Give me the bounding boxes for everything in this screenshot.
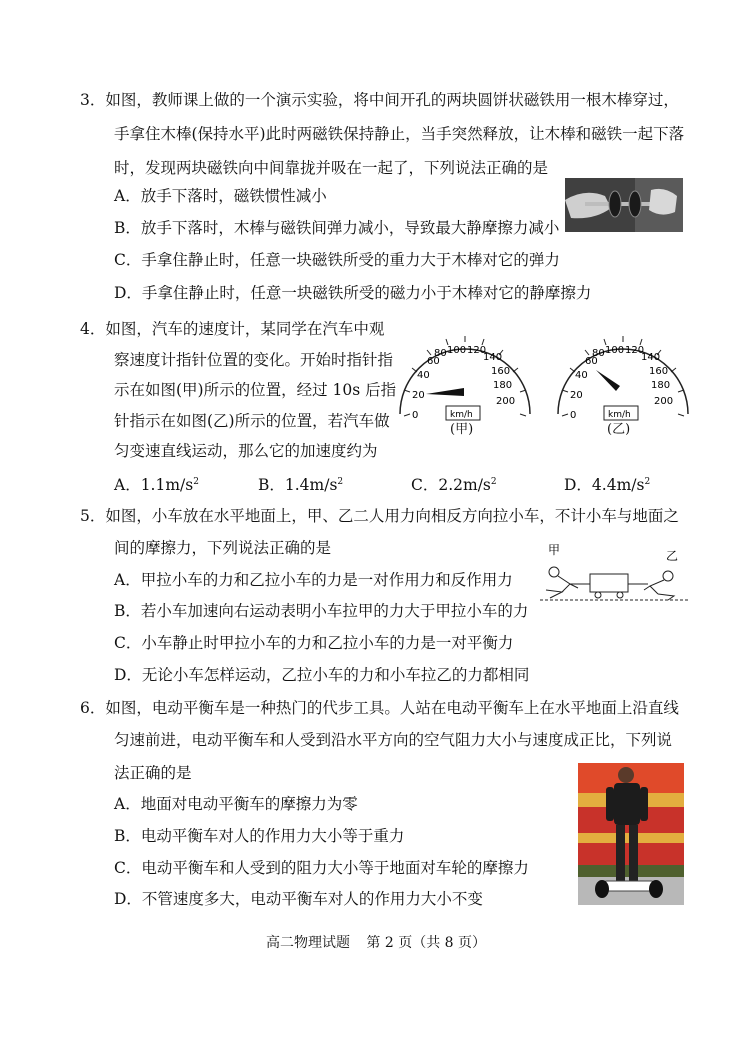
gauge-jia-tick-80: 80: [434, 348, 447, 359]
gauge-yi-tick-40: 40: [575, 370, 588, 381]
q4-stem-line-4: 针指示在如图(乙)所示的位置，若汽车做: [114, 412, 390, 430]
gauge-yi-tick-120: 120: [625, 345, 645, 356]
gauge-yi-tick-160: 160: [649, 366, 669, 377]
gauge-yi-unit: km/h: [608, 410, 631, 420]
gauge-yi-caption: (乙): [607, 422, 631, 437]
q6-stem-line-3: 法正确的是: [114, 764, 192, 782]
q4-option-a: A．$1.1m/s^2$: [114, 476, 199, 495]
gauge-yi-tick-200: 200: [654, 396, 674, 407]
q3-option-d: D．手拿住静止时，任意一块磁铁所受的磁力小于木棒对它的静摩擦力: [114, 284, 592, 302]
q4-stem-line-5: 匀变速直线运动，那么它的加速度约为: [114, 442, 378, 460]
q3-stem-line-1: 3．如图，教师课上做的一个演示实验，将中间开孔的两块圆饼状磁铁用一根木棒穿过，: [80, 91, 679, 109]
footer-page-number: 第 2 页（共 8 页）: [366, 935, 487, 951]
gauge-jia-tick-0: 0: [412, 410, 419, 421]
q3-option-b: B．放手下落时，木棒与磁铁间弹力减小，导致最大静摩擦力减小: [114, 219, 560, 237]
q6-option-b: B．电动平衡车对人的作用力大小等于重力: [114, 827, 405, 845]
q5-option-b: B．若小车加速向右运动表明小车拉甲的力大于甲拉小车的力: [114, 602, 529, 620]
gauge-yi-tick-80: 80: [592, 348, 605, 359]
q4-stem-line-2: 察速度计指针位置的变化。开始时指针指: [114, 351, 394, 369]
q5-cart-figure: [540, 540, 690, 604]
q4-option-d: D．$4.4m/s^2$: [564, 476, 651, 495]
q3-stem-line-3: 时，发现两块磁铁向中间靠拢并吸在一起了，下列说法正确的是: [114, 159, 549, 177]
q3-stem-line-2: 手拿住木棒(保持水平)此时两磁铁保持静止，当手突然释放，让木棒和磁铁一起下落: [114, 125, 685, 143]
gauge-jia-tick-200: 200: [496, 396, 516, 407]
q4-option-b: B．$1.4m/s^2$: [258, 476, 344, 495]
gauge-jia-tick-20: 20: [412, 390, 425, 401]
gauge-yi-tick-140: 140: [641, 352, 661, 363]
q3-option-c: C．手拿住静止时，任意一块磁铁所受的重力大于木棒对它的弹力: [114, 251, 560, 269]
q6-stem-line-1: 6．如图，电动平衡车是一种热门的代步工具。人站在电动平衡车上在水平地面上沿直线: [80, 699, 679, 717]
q5-label-yi: 乙: [666, 549, 679, 563]
gauge-jia-tick-100: 100: [447, 345, 467, 356]
gauge-yi-tick-0: 0: [570, 410, 577, 421]
q3-magnet-photo: [565, 178, 683, 232]
gauge-jia-tick-140: 140: [483, 352, 503, 363]
q5-option-a: A．甲拉小车的力和乙拉小车的力是一对作用力和反作用力: [114, 571, 513, 589]
q4-option-c: C．$2.2m/s^2$: [411, 476, 497, 495]
footer-subject: 高二物理试题: [265, 935, 350, 951]
gauge-jia-tick-120: 120: [467, 345, 487, 356]
q6-stem-line-2: 匀速前进，电动平衡车和人受到沿水平方向的空气阻力大小与速度成正比，下列说: [114, 731, 673, 749]
gauge-jia-caption: (甲): [450, 422, 474, 437]
gauge-yi-tick-100: 100: [605, 345, 625, 356]
gauge-yi-tick-180: 180: [651, 380, 671, 391]
q3-option-a: A．放手下落时，磁铁惯性减小: [114, 187, 327, 205]
q6-balance-scooter-photo: [578, 763, 684, 905]
gauge-jia-tick-40: 40: [417, 370, 430, 381]
gauge-yi-needle: [596, 370, 620, 391]
gauge-jia-tick-180: 180: [493, 380, 513, 391]
gauge-jia-tick-60: 60: [427, 356, 440, 367]
q4-stem-line-1: 4．如图，汽车的速度计，某同学在汽车中观: [80, 320, 385, 338]
q5-label-jia: 甲: [548, 543, 561, 557]
q5-option-d: D．无论小车怎样运动，乙拉小车的力和小车拉乙的力都相同: [114, 666, 530, 684]
q6-option-a: A．地面对电动平衡车的摩擦力为零: [114, 795, 358, 813]
gauge-jia-needle: [426, 388, 464, 396]
gauge-yi-tick-20: 20: [570, 390, 583, 401]
gauge-jia-unit: km/h: [450, 410, 473, 420]
page-footer: [0, 932, 752, 952]
gauge-jia-tick-160: 160: [491, 366, 511, 377]
q5-option-c: C．小车静止时甲拉小车的力和乙拉小车的力是一对平衡力: [114, 634, 514, 652]
q5-stem-line-1: 5．如图，小车放在水平地面上，甲、乙二人用力向相反方向拉小车，不计小车与地面之: [80, 507, 679, 525]
q5-stem-line-2: 间的摩擦力，下列说法正确的是: [114, 539, 332, 557]
q6-option-c: C．电动平衡车和人受到的阻力大小等于地面对车轮的摩擦力: [114, 859, 529, 877]
gauge-yi-tick-60: 60: [585, 356, 598, 367]
q6-option-d: D．不管速度多大，电动平衡车对人的作用力大小不变: [114, 890, 483, 908]
q4-stem-line-3: 示在如图(甲)所示的位置，经过 10s 后指: [114, 381, 397, 399]
